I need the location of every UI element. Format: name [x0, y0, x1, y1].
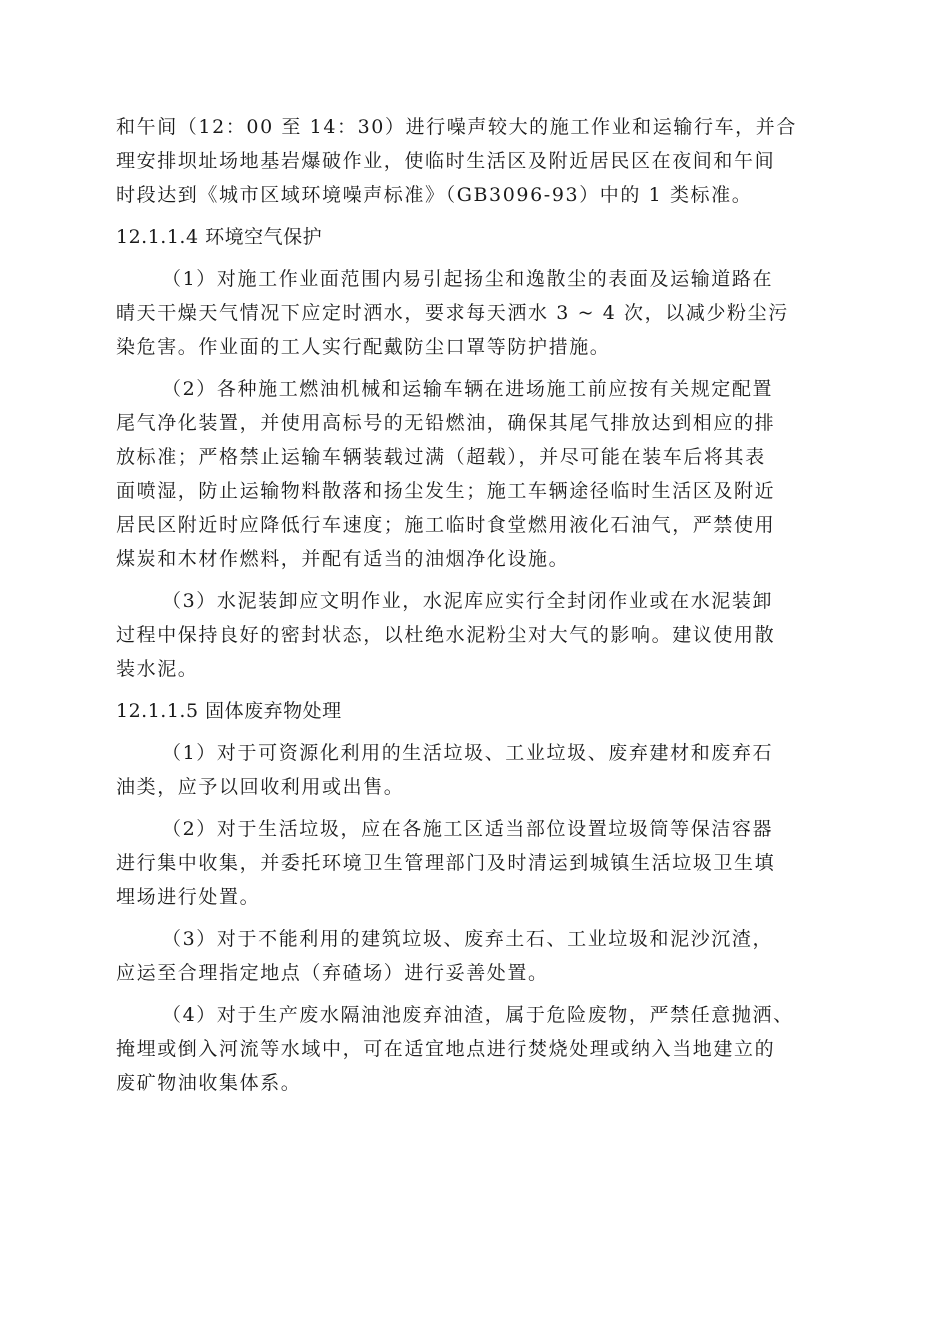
text-line: 埋场进行处置。	[116, 886, 261, 908]
text-line: （2）对于生活垃圾，应在各施工区适当部位设置垃圾筒等保洁容器	[162, 818, 774, 840]
text-line: 废矿物油收集体系。	[116, 1072, 302, 1094]
paragraph-waste-item-2	[116, 812, 836, 914]
text-line: 进行集中收集，并委托环境卫生管理部门及时清运到城镇生活垃圾卫生填	[116, 852, 776, 874]
text-line: 油类，应予以回收利用或出售。	[116, 776, 405, 798]
section-heading-solid-waste: 12.1.1.5 固体废弃物处理	[116, 700, 342, 722]
paragraph-air-item-2	[116, 372, 836, 576]
text-line: 煤炭和木材作燃料，并配有适当的油烟净化设施。	[116, 548, 570, 570]
section-heading-air-protection: 12.1.1.4 环境空气保护	[116, 226, 323, 248]
text-line: 尾气净化装置，并使用高标号的无铅燃油，确保其尾气排放达到相应的排	[116, 412, 776, 434]
text-line: 时段达到《城市区域环境噪声标准》（GB3096-93）中的 1 类标准。	[116, 184, 753, 206]
text-line: 晴天干燥天气情况下应定时洒水，要求每天洒水 3 ~ 4 次，以减少粉尘污	[116, 302, 789, 324]
text-line: （3）对于不能利用的建筑垃圾、废弃土石、工业垃圾和泥沙沉渣，	[162, 928, 774, 950]
paragraph-air-item-3	[116, 584, 836, 686]
text-line: 染危害。作业面的工人实行配戴防尘口罩等防护措施。	[116, 336, 611, 358]
text-line: 面喷湿，防止运输物料散落和扬尘发生；施工车辆途径临时生活区及附近	[116, 480, 776, 502]
paragraph-waste-item-1	[116, 736, 836, 804]
text-line: 装水泥。	[116, 658, 199, 680]
text-line: 应运至合理指定地点（弃碴场）进行妥善处置。	[116, 962, 549, 984]
text-line: （3）水泥装卸应文明作业，水泥库应实行全封闭作业或在水泥装卸	[162, 590, 774, 612]
text-line: 掩埋或倒入河流等水域中，可在适宜地点进行焚烧处理或纳入当地建立的	[116, 1038, 776, 1060]
text-line: （1）对施工作业面范围内易引起扬尘和逸散尘的表面及运输道路在	[162, 268, 774, 290]
text-line: （1）对于可资源化利用的生活垃圾、工业垃圾、废弃建材和废弃石	[162, 742, 774, 764]
paragraph-air-item-1	[116, 262, 836, 364]
text-line: 居民区附近时应降低行车速度；施工临时食堂燃用液化石油气，严禁使用	[116, 514, 776, 536]
text-line: 理安排坝址场地基岩爆破作业，使临时生活区及附近居民区在夜间和午间	[116, 150, 776, 172]
text-line: 放标准；严格禁止运输车辆装载过满（超载），并尽可能在装车后将其表	[116, 446, 766, 468]
text-line: （2）各种施工燃油机械和运输车辆在进场施工前应按有关规定配置	[162, 378, 774, 400]
paragraph-noise-continuation	[116, 110, 836, 212]
text-line: 过程中保持良好的密封状态，以杜绝水泥粉尘对大气的影响。建议使用散	[116, 624, 776, 646]
paragraph-waste-item-3	[116, 922, 836, 990]
text-line: （4）对于生产废水隔油池废弃油渣，属于危险废物，严禁任意抛洒、	[162, 1004, 794, 1026]
paragraph-waste-item-4	[116, 998, 836, 1100]
text-line: 和午间（12：00 至 14：30）进行噪声较大的施工作业和运输行车，并合	[116, 116, 797, 138]
document-page	[116, 110, 836, 1108]
